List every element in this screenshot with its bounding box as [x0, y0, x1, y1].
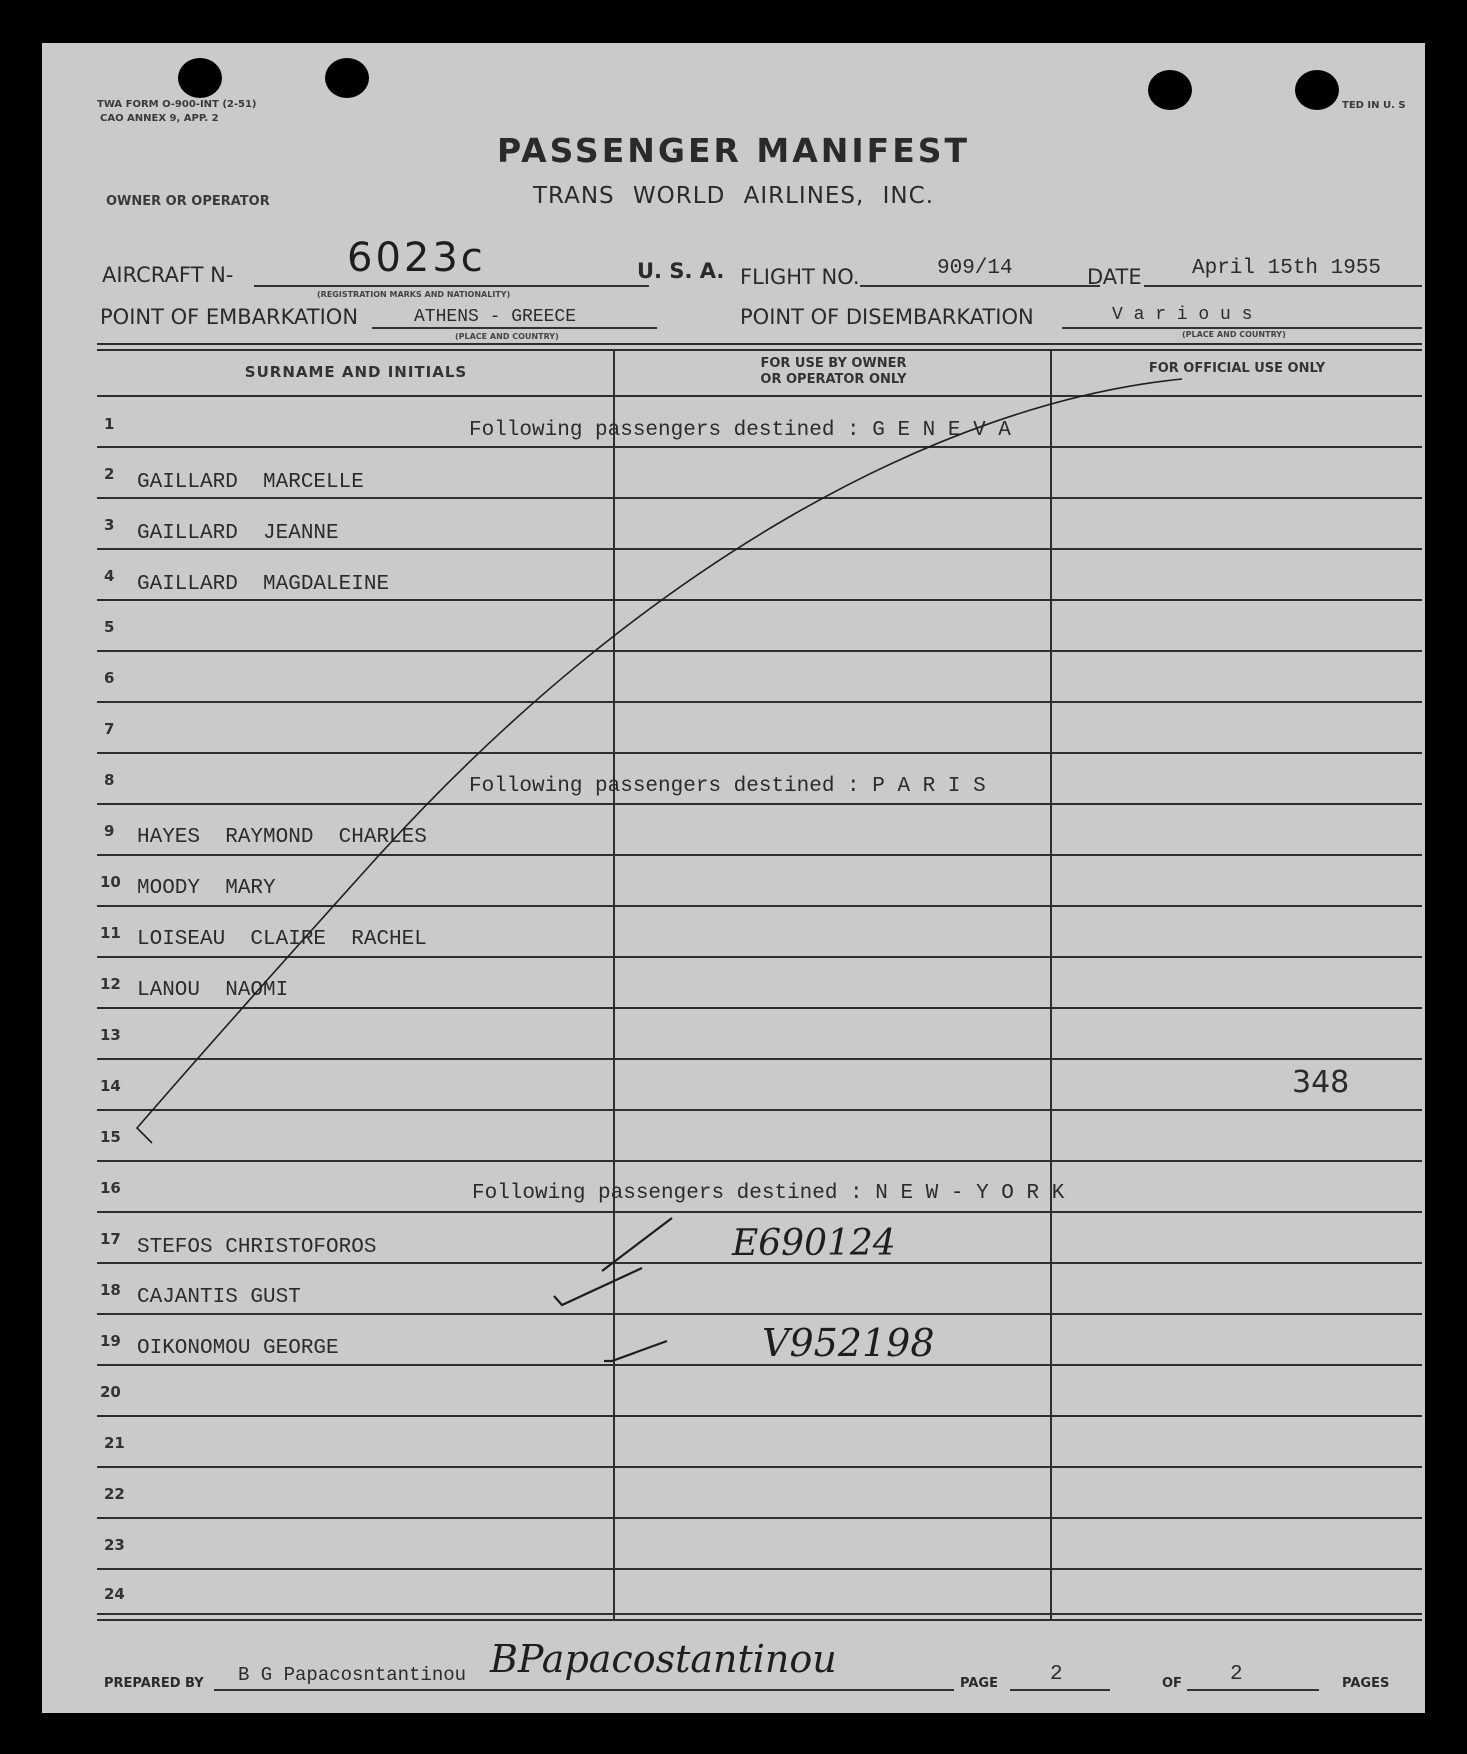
row-number: 18	[100, 1281, 121, 1299]
of-label: OF	[1162, 1676, 1182, 1691]
preparer-signature: BPapacostantinou	[490, 1637, 837, 1681]
aircraft-registration: 6023c	[347, 235, 486, 281]
row-number: 5	[104, 618, 115, 636]
row-number: 19	[100, 1332, 121, 1350]
total-pages: 2	[1230, 1663, 1243, 1686]
of-underline	[1187, 1689, 1319, 1691]
passenger-name: GAILLARD MARCELLE	[137, 471, 364, 494]
diagonal-strike-line	[137, 379, 1182, 1143]
row-number: 10	[100, 873, 121, 891]
row-number: 8	[104, 771, 115, 789]
embarkation-label: POINT OF EMBARKATION	[100, 305, 359, 329]
row-number: 23	[104, 1536, 125, 1554]
form-number: TWA FORM O-900-INT (2-51)	[97, 99, 257, 110]
country-label: U. S. A.	[637, 259, 725, 283]
registration-caption: (REGISTRATION MARKS AND NATIONALITY)	[317, 290, 511, 299]
row-number: 7	[104, 720, 115, 738]
row-number: 9	[104, 822, 115, 840]
row-number: 20	[100, 1383, 121, 1401]
row-number: 21	[104, 1434, 125, 1452]
row-number: 16	[100, 1179, 121, 1197]
manifest-page	[42, 43, 1425, 1713]
passenger-name: LOISEAU CLAIRE RACHEL	[137, 928, 427, 951]
row-number: 15	[100, 1128, 121, 1146]
passenger-name: HAYES RAYMOND CHARLES	[137, 826, 427, 849]
destination-heading-new-york: Following passengers destined : N E W - Y O R K	[472, 1182, 1065, 1205]
page-underline	[1010, 1689, 1110, 1691]
row-number: 4	[104, 567, 115, 585]
passenger-name: CAJANTIS GUST	[137, 1286, 301, 1309]
check-mark-1	[554, 1218, 672, 1305]
prepared-underline	[214, 1689, 954, 1691]
pages-label: PAGES	[1342, 1676, 1390, 1691]
flight-number-label: FLIGHT NO.	[740, 265, 860, 289]
handwritten-passport-2: V952198	[762, 1321, 935, 1365]
preparer-name: B G Papacosntantinou	[238, 1664, 467, 1686]
embark-place-caption: (PLACE AND COUNTRY)	[455, 332, 559, 341]
embarkation-point: ATHENS - GREECE	[414, 307, 577, 327]
passenger-name: GAILLARD MAGDALEINE	[137, 573, 390, 596]
row-number: 14	[100, 1077, 121, 1095]
row-number: 13	[100, 1026, 121, 1044]
annex-note: CAO ANNEX 9, APP. 2	[100, 113, 219, 124]
check-mark-2	[604, 1341, 667, 1361]
destination-heading-geneva: Following passengers destined : G E N E V A	[469, 419, 1011, 442]
printed-note: TED IN U. S	[1342, 100, 1406, 111]
disembarkation-label: POINT OF DISEMBARKATION	[740, 305, 1034, 329]
destination-heading-paris: Following passengers destined : P A R I S	[469, 775, 986, 798]
row-number: 1	[104, 415, 115, 433]
column-header-owner-1: FOR USE BY OWNER	[760, 356, 907, 371]
row-number: 2	[104, 465, 115, 483]
row-number: 12	[100, 975, 121, 993]
date-label: DATE	[1087, 265, 1142, 289]
page-number: 2	[1050, 1663, 1063, 1686]
row-number: 11	[100, 924, 121, 942]
passenger-name: OIKONOMOU GEORGE	[137, 1337, 339, 1360]
owner-operator-label: OWNER OR OPERATOR	[106, 194, 270, 209]
column-header-surname: SURNAME AND INITIALS	[244, 363, 468, 381]
row-number: 3	[104, 516, 115, 534]
aircraft-label: AIRCRAFT N-	[102, 263, 234, 287]
flight-number: 909/14	[937, 257, 1013, 280]
page-title: PASSENGER MANIFEST	[496, 131, 971, 170]
page-label: PAGE	[960, 1676, 998, 1691]
row-number: 6	[104, 669, 115, 687]
row-number: 24	[104, 1585, 125, 1603]
column-header-owner-2: OR OPERATOR ONLY	[760, 372, 907, 387]
passenger-name: STEFOS CHRISTOFOROS	[137, 1236, 377, 1259]
column-header-official: FOR OFFICIAL USE ONLY	[1148, 361, 1326, 376]
row-number: 22	[104, 1485, 125, 1503]
company-name: TRANS WORLD AIRLINES, INC.	[532, 183, 935, 209]
pen-marks	[42, 43, 1425, 1713]
disembark-place-caption: (PLACE AND COUNTRY)	[1182, 330, 1286, 339]
passenger-name: GAILLARD JEANNE	[137, 522, 339, 545]
prepared-by-label: PREPARED BY	[104, 1676, 204, 1691]
official-entry-348: 348	[1292, 1065, 1350, 1100]
passenger-name: LANOU NAOMI	[137, 979, 289, 1002]
handwritten-passport-1: E690124	[732, 1223, 896, 1264]
disembarkation-point: V a r i o u s	[1112, 305, 1253, 325]
passenger-name: MOODY MARY	[137, 877, 276, 900]
flight-date: April 15th 1955	[1192, 257, 1382, 280]
row-number: 17	[100, 1230, 121, 1248]
